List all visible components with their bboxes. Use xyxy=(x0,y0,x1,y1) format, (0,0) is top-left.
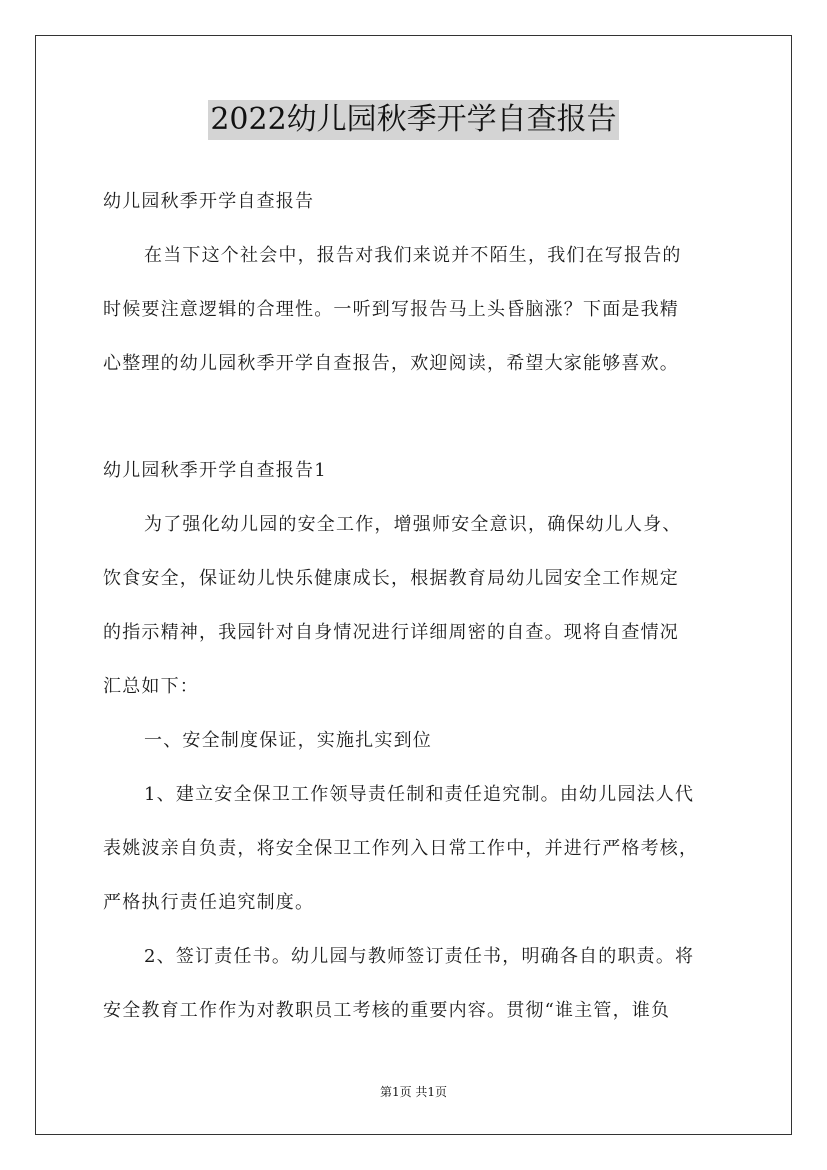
paragraph-line: 为了强化幼儿园的安全工作，增强师安全意识，确保幼儿人身、 xyxy=(144,514,682,535)
title-container xyxy=(0,100,827,140)
intro-line: 心整理的幼儿园秋季开学自查报告，欢迎阅读，希望大家能够喜欢。 xyxy=(103,353,679,374)
intro-line: 时候要注意逻辑的合理性。一听到写报告马上头昏脑涨？下面是我精 xyxy=(103,299,679,320)
item-line: 1、建立安全保卫工作领导责任制和责任追究制。由幼儿园法人代 xyxy=(144,784,695,805)
item-line: 严格执行责任追究制度。 xyxy=(103,892,315,913)
document-title: 2022幼儿园秋季开学自查报告 xyxy=(208,100,618,140)
page-footer: 第1页 共1页 xyxy=(379,1085,448,1099)
subtitle: 幼儿园秋季开学自查报告 xyxy=(103,191,315,212)
item-line: 安全教育工作作为对教职员工考核的重要内容。贯彻“谁主管，谁负 xyxy=(103,1000,671,1021)
intro-line: 在当下这个社会中，报告对我们来说并不陌生，我们在写报告的 xyxy=(144,245,682,266)
item-line: 表姚波亲自负责，将安全保卫工作列入日常工作中，并进行严格考核， xyxy=(103,838,699,859)
item-line: 2、签订责任书。幼儿园与教师签订责任书，明确各自的职责。将 xyxy=(144,946,695,967)
paragraph-gap xyxy=(103,391,730,444)
heading-one: 一、安全制度保证，实施扎实到位 xyxy=(144,730,432,751)
paragraph-line: 饮食安全，保证幼儿快乐健康成长，根据教育局幼儿园安全工作规定 xyxy=(103,568,679,589)
document-body xyxy=(103,175,730,1038)
paragraph-line: 汇总如下： xyxy=(103,676,199,697)
paragraph-line: 的指示精神，我园针对自身情况进行详细周密的自查。现将自查情况 xyxy=(103,622,679,643)
section-heading: 幼儿园秋季开学自查报告1 xyxy=(103,460,327,481)
